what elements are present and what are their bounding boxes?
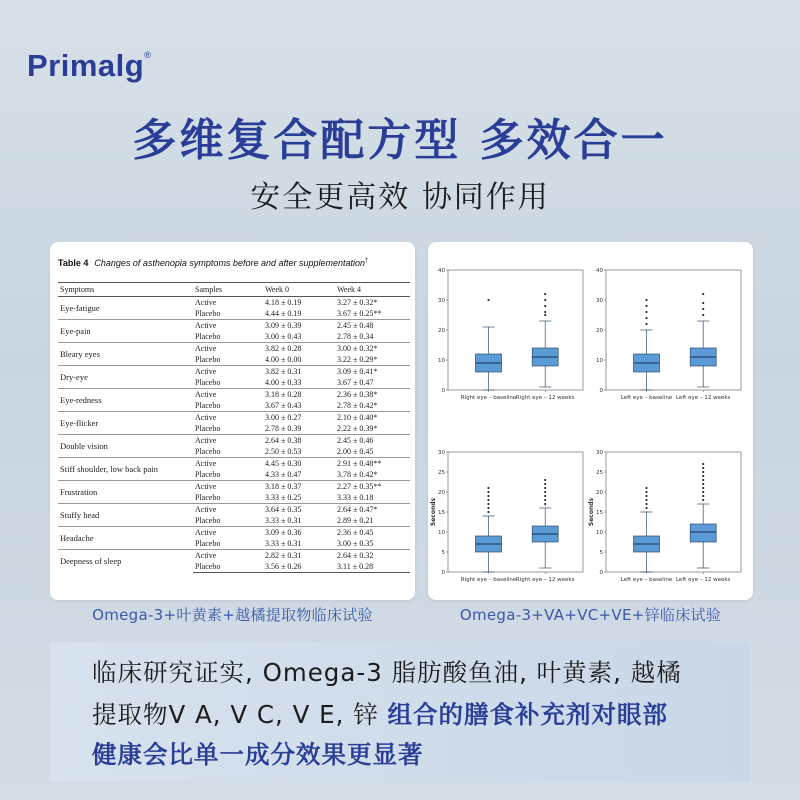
week4-cell: 3.09 ± 0.41* [335,366,410,378]
table-row [58,527,410,539]
summary-line-2-text: 提取物V A, V C, V E, 锌 [92,700,388,729]
week0-cell: 3.82 ± 0.31 [263,366,335,378]
y-tick-label: 25 [596,470,603,476]
table-row [58,343,410,355]
y-tick-label: 10 [596,530,603,536]
sample-cell: Active [193,297,263,309]
outlier-point [544,293,546,295]
y-tick-label: 40 [596,268,603,274]
y-tick-label: 0 [441,388,445,394]
y-tick-label: 15 [596,510,603,516]
week0-cell: 4.33 ± 0.47 [265,470,302,479]
table-title-text: Changes of asthenopia symptoms before and after supplementation [94,258,366,268]
y-tick-label: 20 [438,490,445,496]
x-tick-label: Left eye – 12 weeks [675,577,731,583]
week4-cell: 2.91 ± 0.48** [335,458,410,470]
summary-line-3 [92,736,424,771]
symptoms-table [58,282,410,573]
y-tick-label: 5 [441,550,445,556]
summary-line-1: 临床研究证实, Omega-3 脂肪酸鱼油, 叶黄素, 越橘 [92,658,682,687]
outlier-point [702,479,704,481]
charts-card [428,242,753,600]
sample-cell: Placebo [195,447,221,456]
outlier-point [544,487,546,489]
y-tick-label: 5 [599,550,603,556]
outlier-point [544,491,546,493]
week4-cell: 2.00 ± 0.45 [337,447,374,456]
summary-panel [50,642,750,782]
week0-cell: 3.33 ± 0.31 [265,516,302,525]
week0-cell: 4.18 ± 0.19 [263,297,335,309]
y-tick-label: 0 [599,570,603,576]
sample-cell: Placebo [195,401,221,410]
week4-cell: 3.00 ± 0.35 [337,539,374,548]
summary-line-2-highlight: 组合的膳食补充剂对眼部 [387,700,669,729]
outlier-point [645,299,647,301]
sample-cell: Active [193,366,263,378]
symptom-cell: Double vision [58,435,193,458]
y-axis-label: Seconds [588,497,595,527]
y-tick-label: 10 [596,358,603,364]
col-week4: Week 4 [335,283,410,297]
subline: 安全更高效 协同作用 [250,180,550,215]
week0-cell: 4.00 ± 0.00 [265,355,302,364]
outlier-point [487,299,489,301]
week4-cell: 3.00 ± 0.32* [335,343,410,355]
table-title-mark: † [365,258,369,264]
week4-cell: 3.11 ± 0.28 [335,561,410,573]
week0-cell: 2.78 ± 0.39 [265,424,302,433]
symptom-cell: Eye-fatigue [58,297,193,320]
table-row [58,458,410,470]
x-tick-label: Left eye – 12 weeks [675,395,731,401]
week0-cell: 3.18 ± 0.37 [263,481,335,493]
y-tick-label: 25 [438,470,445,476]
table-row [58,297,410,309]
sample-cell: Placebo [195,539,221,548]
symptom-cell: Stuffy head [58,504,193,527]
outlier-point [702,483,704,485]
sample-cell: Active [193,527,263,539]
sample-cell: Active [193,481,263,493]
outlier-point [702,308,704,310]
sample-cell: Placebo [195,424,221,433]
outlier-point [645,305,647,307]
week0-cell: 3.56 ± 0.26 [263,561,335,573]
outlier-point [645,317,647,319]
y-tick-label: 10 [438,358,445,364]
outlier-point [544,483,546,485]
sample-cell: Placebo [195,309,221,318]
symptom-cell: Eye-pain [58,320,193,343]
week4-cell: 3.67 ± 0.47 [337,378,374,387]
week0-cell: 3.82 ± 0.28 [263,343,335,355]
outlier-point [487,511,489,513]
week0-cell: 3.64 ± 0.35 [263,504,335,516]
table-row [58,504,410,516]
sample-cell: Active [193,458,263,470]
headline: 多维复合配方型 多效合一 [132,115,668,166]
plot-frame [448,452,583,572]
outlier-point [487,503,489,505]
outlier-point [544,311,546,313]
y-tick-label: 20 [438,328,445,334]
col-samples: Samples [193,283,263,297]
y-tick-label: 30 [596,450,603,456]
sample-cell: Placebo [195,355,221,364]
week4-cell: 2.36 ± 0.45 [335,527,410,539]
symptom-cell: Eye-redness [58,389,193,412]
outlier-point [487,507,489,509]
outlier-point [645,495,647,497]
outlier-point [645,487,647,489]
table-title [58,258,368,268]
outlier-point [487,491,489,493]
week4-cell: 3.78 ± 0.42* [337,470,378,479]
week4-cell: 3.22 ± 0.29* [337,355,378,364]
week4-cell: 2.45 ± 0.48 [335,320,410,332]
col-symptoms: Symptoms [58,283,193,297]
y-tick-label: 30 [438,450,445,456]
caption-left: Omega-3+叶黄素+越橘提取物临床试验 [92,606,373,624]
x-tick-label: Left eye – baseline [620,395,673,401]
col-week0: Week 0 [263,283,335,297]
box [690,524,716,542]
week4-cell: 3.33 ± 0.18 [337,493,374,502]
outlier-point [487,495,489,497]
outlier-point [544,314,546,316]
outlier-point [544,305,546,307]
week4-cell: 2.27 ± 0.35** [335,481,410,493]
week4-cell: 3.67 ± 0.25** [337,309,382,318]
outlier-point [544,499,546,501]
table-label: Table 4 [58,258,89,268]
brand-logo [27,48,151,84]
table-row [58,550,410,562]
week0-cell: 4.00 ± 0.33 [265,378,302,387]
outlier-point [645,323,647,325]
week0-cell: 3.67 ± 0.43 [265,401,302,410]
boxplot-charts [428,242,753,600]
y-tick-label: 40 [438,268,445,274]
plot-frame [606,452,741,572]
week0-cell: 3.33 ± 0.25 [265,493,302,502]
symptom-cell: Bleary eyes [58,343,193,366]
table-body [58,297,410,573]
outlier-point [544,479,546,481]
table-row [58,366,410,378]
sample-cell: Active [193,412,263,424]
summary-line-3-highlight: 健康会比单一成分效果更显著 [92,740,424,769]
y-tick-label: 30 [438,298,445,304]
plot-frame [606,270,741,390]
y-tick-label: 20 [596,490,603,496]
outlier-point [544,495,546,497]
week0-cell: 4.44 ± 0.19 [265,309,302,318]
symptom-cell: Frustration [58,481,193,504]
y-tick-label: 15 [438,510,445,516]
week4-cell: 2.10 ± 0.40* [335,412,410,424]
table-row [58,389,410,401]
outlier-point [487,487,489,489]
week4-cell: 3.27 ± 0.32* [335,297,410,309]
outlier-point [645,311,647,313]
sample-cell: Placebo [193,561,263,573]
sample-cell: Active [193,504,263,516]
x-tick-label: Right eye – baseline [460,395,517,401]
week0-cell: 3.09 ± 0.36 [263,527,335,539]
sample-cell: Active [193,389,263,401]
sample-cell: Placebo [195,332,221,341]
week0-cell: 4.45 ± 0.30 [263,458,335,470]
sample-cell: Placebo [195,516,221,525]
week4-cell: 2.64 ± 0.47* [335,504,410,516]
week0-cell: 3.18 ± 0.28 [263,389,335,401]
outlier-point [645,507,647,509]
registered-mark: ® [144,50,152,60]
week4-cell: 2.89 ± 0.21 [337,516,374,525]
sample-cell: Placebo [195,470,221,479]
x-tick-label: Right eye – baseline [460,577,517,583]
sample-cell: Active [193,550,263,562]
outlier-point [702,302,704,304]
outlier-point [702,475,704,477]
x-tick-label: Right eye – 12 weeks [515,577,575,583]
symptom-cell: Stiff shoulder, low back pain [58,458,193,481]
sample-cell: Placebo [195,493,221,502]
outlier-point [702,293,704,295]
sample-cell: Active [193,320,263,332]
y-tick-label: 10 [438,530,445,536]
symptom-cell: Dry-eye [58,366,193,389]
outlier-point [702,467,704,469]
brand-name: Primalg [27,48,145,83]
week0-cell: 3.00 ± 0.43 [265,332,302,341]
outlier-point [544,299,546,301]
symptom-cell: Eye-flicker [58,412,193,435]
y-axis-label: Seconds [430,497,437,527]
sample-cell: Active [193,435,263,447]
table-row [58,435,410,447]
table-row [58,481,410,493]
sample-cell: Placebo [195,378,221,387]
x-tick-label: Left eye – baseline [620,577,673,583]
week4-cell: 2.78 ± 0.42* [337,401,378,410]
outlier-point [702,499,704,501]
y-tick-label: 30 [596,298,603,304]
outlier-point [702,491,704,493]
outlier-point [702,471,704,473]
x-tick-label: Right eye – 12 weeks [515,395,575,401]
table-row [58,320,410,332]
sample-cell: Active [193,343,263,355]
plot-frame [448,270,583,390]
y-tick-label: 0 [441,570,445,576]
outlier-point [702,463,704,465]
outlier-point [487,499,489,501]
week0-cell: 2.82 ± 0.31 [263,550,335,562]
week4-cell: 2.78 ± 0.34 [337,332,374,341]
week4-cell: 2.45 ± 0.46 [335,435,410,447]
table-row [58,412,410,424]
week0-cell: 3.33 ± 0.31 [265,539,302,548]
outlier-point [702,495,704,497]
caption-right: Omega-3+VA+VC+VE+锌临床试验 [459,606,722,624]
outlier-point [645,491,647,493]
outlier-point [702,487,704,489]
week4-cell: 2.64 ± 0.32 [335,550,410,562]
week0-cell: 3.00 ± 0.27 [263,412,335,424]
table-card [50,242,415,600]
summary-line-2 [92,696,668,731]
week4-cell: 2.36 ± 0.38* [335,389,410,401]
outlier-point [544,503,546,505]
week0-cell: 2.64 ± 0.38 [263,435,335,447]
y-tick-label: 20 [596,328,603,334]
week0-cell: 3.09 ± 0.39 [263,320,335,332]
table-header-row [58,283,410,297]
outlier-point [645,503,647,505]
week4-cell: 2.22 ± 0.39* [337,424,378,433]
outlier-point [702,314,704,316]
y-tick-label: 0 [599,388,603,394]
outlier-point [645,499,647,501]
week0-cell: 2.50 ± 0.53 [265,447,302,456]
symptom-cell: Deepness of sleep [58,550,193,573]
symptom-cell: Headache [58,527,193,550]
